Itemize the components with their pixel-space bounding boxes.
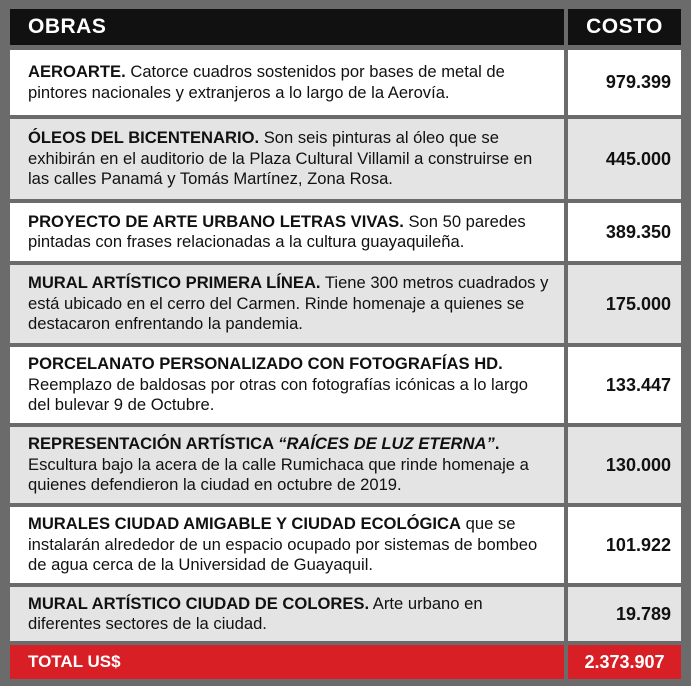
row-text: Tiene 300 metros cuadrados y está ubicado en el cerro del Carmen. Rinde homenaje a quienes se destacaron enfrentando la pandemia.	[28, 273, 549, 334]
row-title: AEROARTE.	[28, 62, 126, 81]
table-row	[10, 50, 681, 115]
row-description	[10, 347, 564, 423]
row-cost: 101.922	[568, 507, 681, 583]
row-text: Arte urbano en diferentes sectores de la ciudad.	[28, 593, 483, 633]
row-text: Reemplazo de baldosas por otras con fotografías icónicas a lo largo del bulevar 9 de Octubre.	[28, 374, 528, 415]
table-row	[10, 587, 681, 641]
row-cost: 130.000	[568, 427, 681, 503]
table-row	[10, 347, 681, 423]
row-title-italic: “RAÍCES DE LUZ ETERNA”	[278, 434, 495, 454]
row-title-tail: .	[494, 434, 500, 454]
row-cost: 175.000	[568, 265, 681, 343]
row-title: ÓLEOS DEL BICENTENARIO.	[28, 128, 260, 148]
row-text: que se instalarán alrededor de un espacio ocupado por sistemas de bombeo de agua cerca de la Universidad de Guayaquil.	[28, 514, 538, 575]
row-description	[10, 427, 564, 503]
total-row	[10, 645, 681, 679]
table-row	[10, 507, 681, 583]
table-row	[10, 119, 681, 199]
row-description	[10, 507, 564, 583]
costo-header: COSTO	[568, 9, 681, 45]
row-cost: 133.447	[568, 347, 681, 423]
row-title: PORCELANATO PERSONALIZADO CON FOTOGRAFÍAS HD.	[28, 354, 503, 374]
row-title: MURAL ARTÍSTICO PRIMERA LÍNEA.	[28, 273, 321, 293]
obras-header: OBRAS	[10, 9, 564, 45]
row-text: Escultura bajo la acera de la calle Rumichaca que rinde homenaje a quienes defendieron la ciudad en octubre de 2019.	[28, 454, 529, 495]
row-text: Son 50 paredes pintadas con frases relacionadas a la cultura guayaquileña.	[28, 211, 526, 251]
total-label: TOTAL US$	[10, 645, 564, 679]
row-description	[10, 50, 564, 115]
table-row	[10, 427, 681, 503]
row-title: PROYECTO DE ARTE URBANO LETRAS VIVAS.	[28, 211, 404, 231]
table-row	[10, 203, 681, 261]
row-cost: 445.000	[568, 119, 681, 199]
row-description	[10, 265, 564, 343]
row-cost: 979.399	[568, 50, 681, 115]
row-cost: 389.350	[568, 203, 681, 261]
row-description	[10, 587, 564, 641]
row-cost: 19.789	[568, 587, 681, 641]
row-title: MURALES CIUDAD AMIGABLE Y CIUDAD ECOLÓGICA	[28, 514, 461, 534]
row-description	[10, 119, 564, 199]
row-text: Son seis pinturas al óleo que se exhibirán en el auditorio de la Plaza Cultural Villamil a construirse en las calles Panamá y Tomás Martínez, Zona Rosa.	[28, 128, 533, 189]
table-header	[10, 9, 681, 45]
row-text: Catorce cuadros sostenidos por bases de metal de pintores nacionales y extranjeros a lo largo de la Aerovía.	[28, 62, 505, 102]
row-title: REPRESENTACIÓN ARTÍSTICA	[28, 434, 279, 454]
table-row	[10, 265, 681, 343]
row-description	[10, 203, 564, 261]
row-title: MURAL ARTÍSTICO CIUDAD DE COLORES.	[28, 593, 370, 613]
total-value: 2.373.907	[568, 645, 681, 679]
